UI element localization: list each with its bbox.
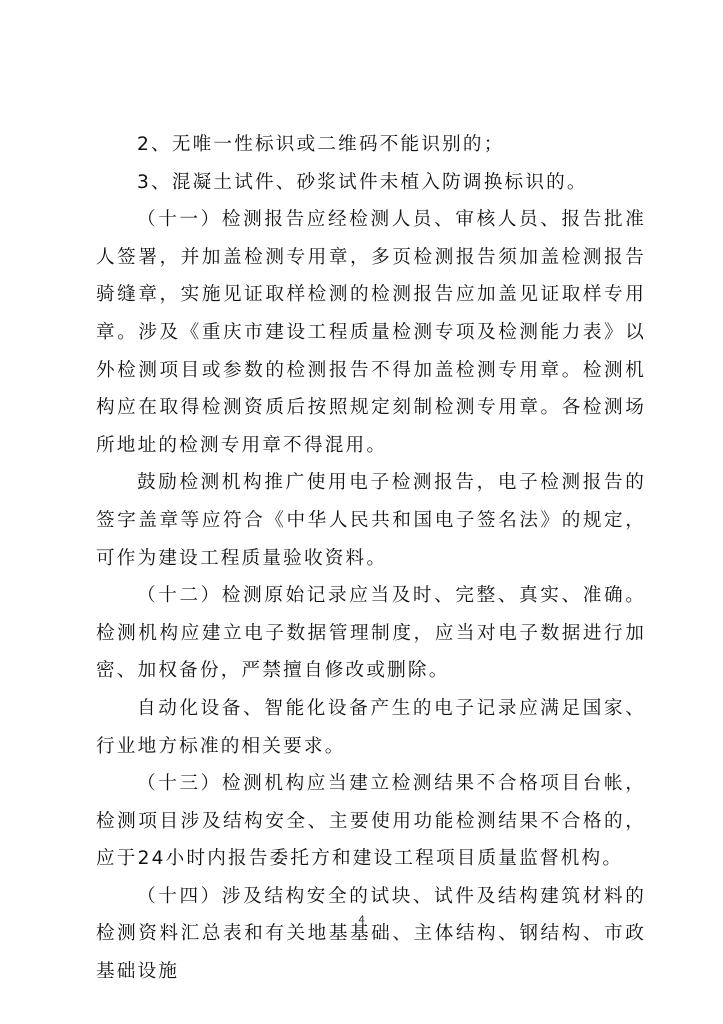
paragraph-section-12: （十二）检测原始记录应当及时、完整、真实、准确。检测机构应建立电子数据管理制度，应当对电子数据进行加密、加权备份，严禁擅自修改或删除。 bbox=[96, 585, 646, 682]
paragraph-section-11: （十一）检测报告应经检测人员、审核人员、报告批准人签署，并加盖检测专用章，多页检测报告须加盖检测报告骑缝章，实施见证取样检测的检测报告应加盖见证取样专用章。涉及《重庆市建设工程质量检测专项及检测能力表》以外检测项目或参数的检测报告不得加盖检测专用章。检测机构应在取得检测资质后按照规定刻制检测专用章。各检测场所地址的检测专用章不得混用。 bbox=[96, 209, 646, 456]
document-body bbox=[96, 126, 646, 991]
page-number: 4 bbox=[358, 914, 365, 926]
paragraph-electronic-records: 自动化设备、智能化设备产生的电子记录应满足国家、行业地方标准的相关要求。 bbox=[96, 697, 646, 757]
paragraph-item-2: 2、无唯一性标识或二维码不能识别的； bbox=[137, 134, 505, 155]
paragraph-item-3: 3、混凝土试件、砂浆试件未植入防调换标识的。 bbox=[137, 171, 588, 193]
paragraph-electronic-report: 鼓励检测机构推广使用电子检测报告，电子检测报告的签字盖章等应符合《中华人民共和国电子签名法》的规定，可作为建设工程质量验收资料。 bbox=[96, 472, 646, 569]
paragraph-section-14: （十四）涉及结构安全的试块、试件及结构建筑材料的检测资料汇总表和有关地基基础、主体结构、钢结构、市政基础设施 bbox=[96, 885, 646, 983]
paragraph-section-13: （十三）检测机构应当建立检测结果不合格项目台帐，检测项目涉及结构安全、主要使用功能检测结果不合格的，应于24小时内报告委托方和建设工程项目质量监督机构。 bbox=[96, 773, 646, 870]
